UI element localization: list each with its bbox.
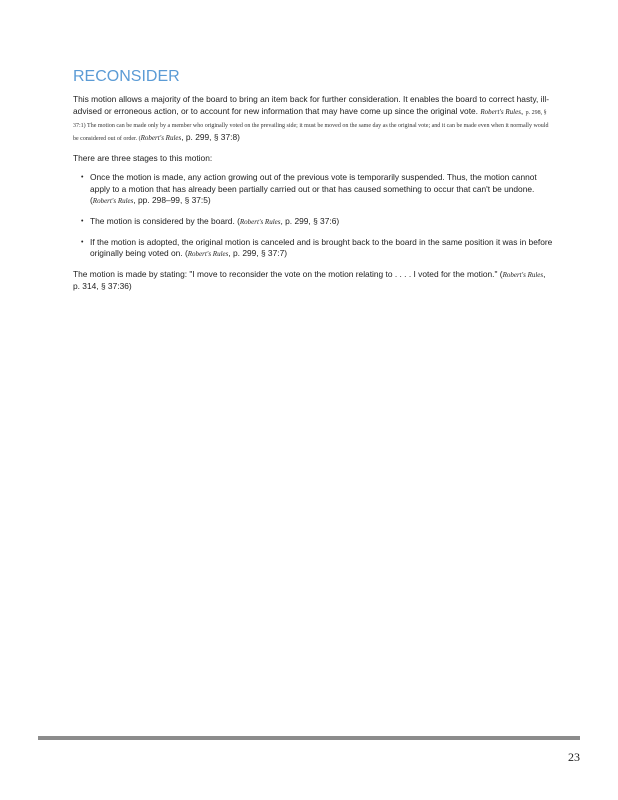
stages-list: [73, 172, 553, 261]
stage-citation-book: Robert's Rules: [187, 250, 229, 259]
stage-text: Once the motion is made, any action growing out of the previous vote is temporarily suspended. Thus, the motion cannot apply to a motion that has already been partially carried out or that has caused something to occur that can't be undone. (: [90, 172, 537, 206]
page-content: [73, 68, 553, 293]
page-number: 23: [568, 750, 580, 764]
stage-citation-book: Robert's Rules: [239, 217, 281, 226]
intro-paragraph: [73, 94, 553, 145]
intro-citation-2-book: Robert's Rules: [140, 133, 182, 142]
intro-citation-1-book: Robert's Rules: [480, 107, 521, 116]
footer-divider: [38, 736, 580, 740]
stage-citation-tail: , p. 299, § 37:7): [228, 248, 288, 259]
closing-paragraph: [73, 269, 553, 293]
closing-text: The motion is made by stating: "I move to reconsider the vote on the motion relating to . . . . I voted for the motion." (: [73, 268, 503, 279]
stage-item: [81, 216, 553, 229]
stages-intro: There are three stages to this motion:: [73, 152, 213, 163]
intro-citation-1-tail: ,: [520, 105, 524, 116]
intro-citation-2-tail: , p. 299, § 37:8): [181, 131, 240, 142]
page-title: RECONSIDER: [73, 68, 180, 85]
closing-citation-book: Robert's Rules: [502, 270, 544, 279]
stage-citation-tail: , pp. 298–99, § 37:5): [133, 195, 211, 206]
stage-item: [81, 237, 553, 261]
bullet-icon: •: [81, 238, 84, 246]
intro-text-1: This motion allows a majority of the board to bring an item back for further consideration. It enables the board to correct hasty, ill-advised or erroneous action, or to account for new information that may have come up since the original vote.: [73, 94, 550, 116]
stage-text: The motion is considered by the board. (: [90, 215, 240, 226]
closing-citation-tail: , p. 314, § 37:36): [73, 268, 546, 292]
stage-item: [81, 172, 553, 208]
stage-text: If the motion is adopted, the original motion is canceled and is brought back to the board in the same position it was in before originally being voted on. (: [90, 236, 553, 259]
stage-citation-book: Robert's Rules: [92, 197, 134, 206]
bullet-icon: •: [81, 174, 84, 182]
intro-text-2: p. 298, § 37:1) The motion can be made only by a member who originally voted on the prevailing side; it must be moved on the same day as the original vote; and it can be made even when it normally would be considered out of order. (: [73, 109, 549, 142]
stage-citation-tail: , p. 299, § 37:6): [280, 215, 340, 226]
bullet-icon: •: [81, 217, 84, 225]
